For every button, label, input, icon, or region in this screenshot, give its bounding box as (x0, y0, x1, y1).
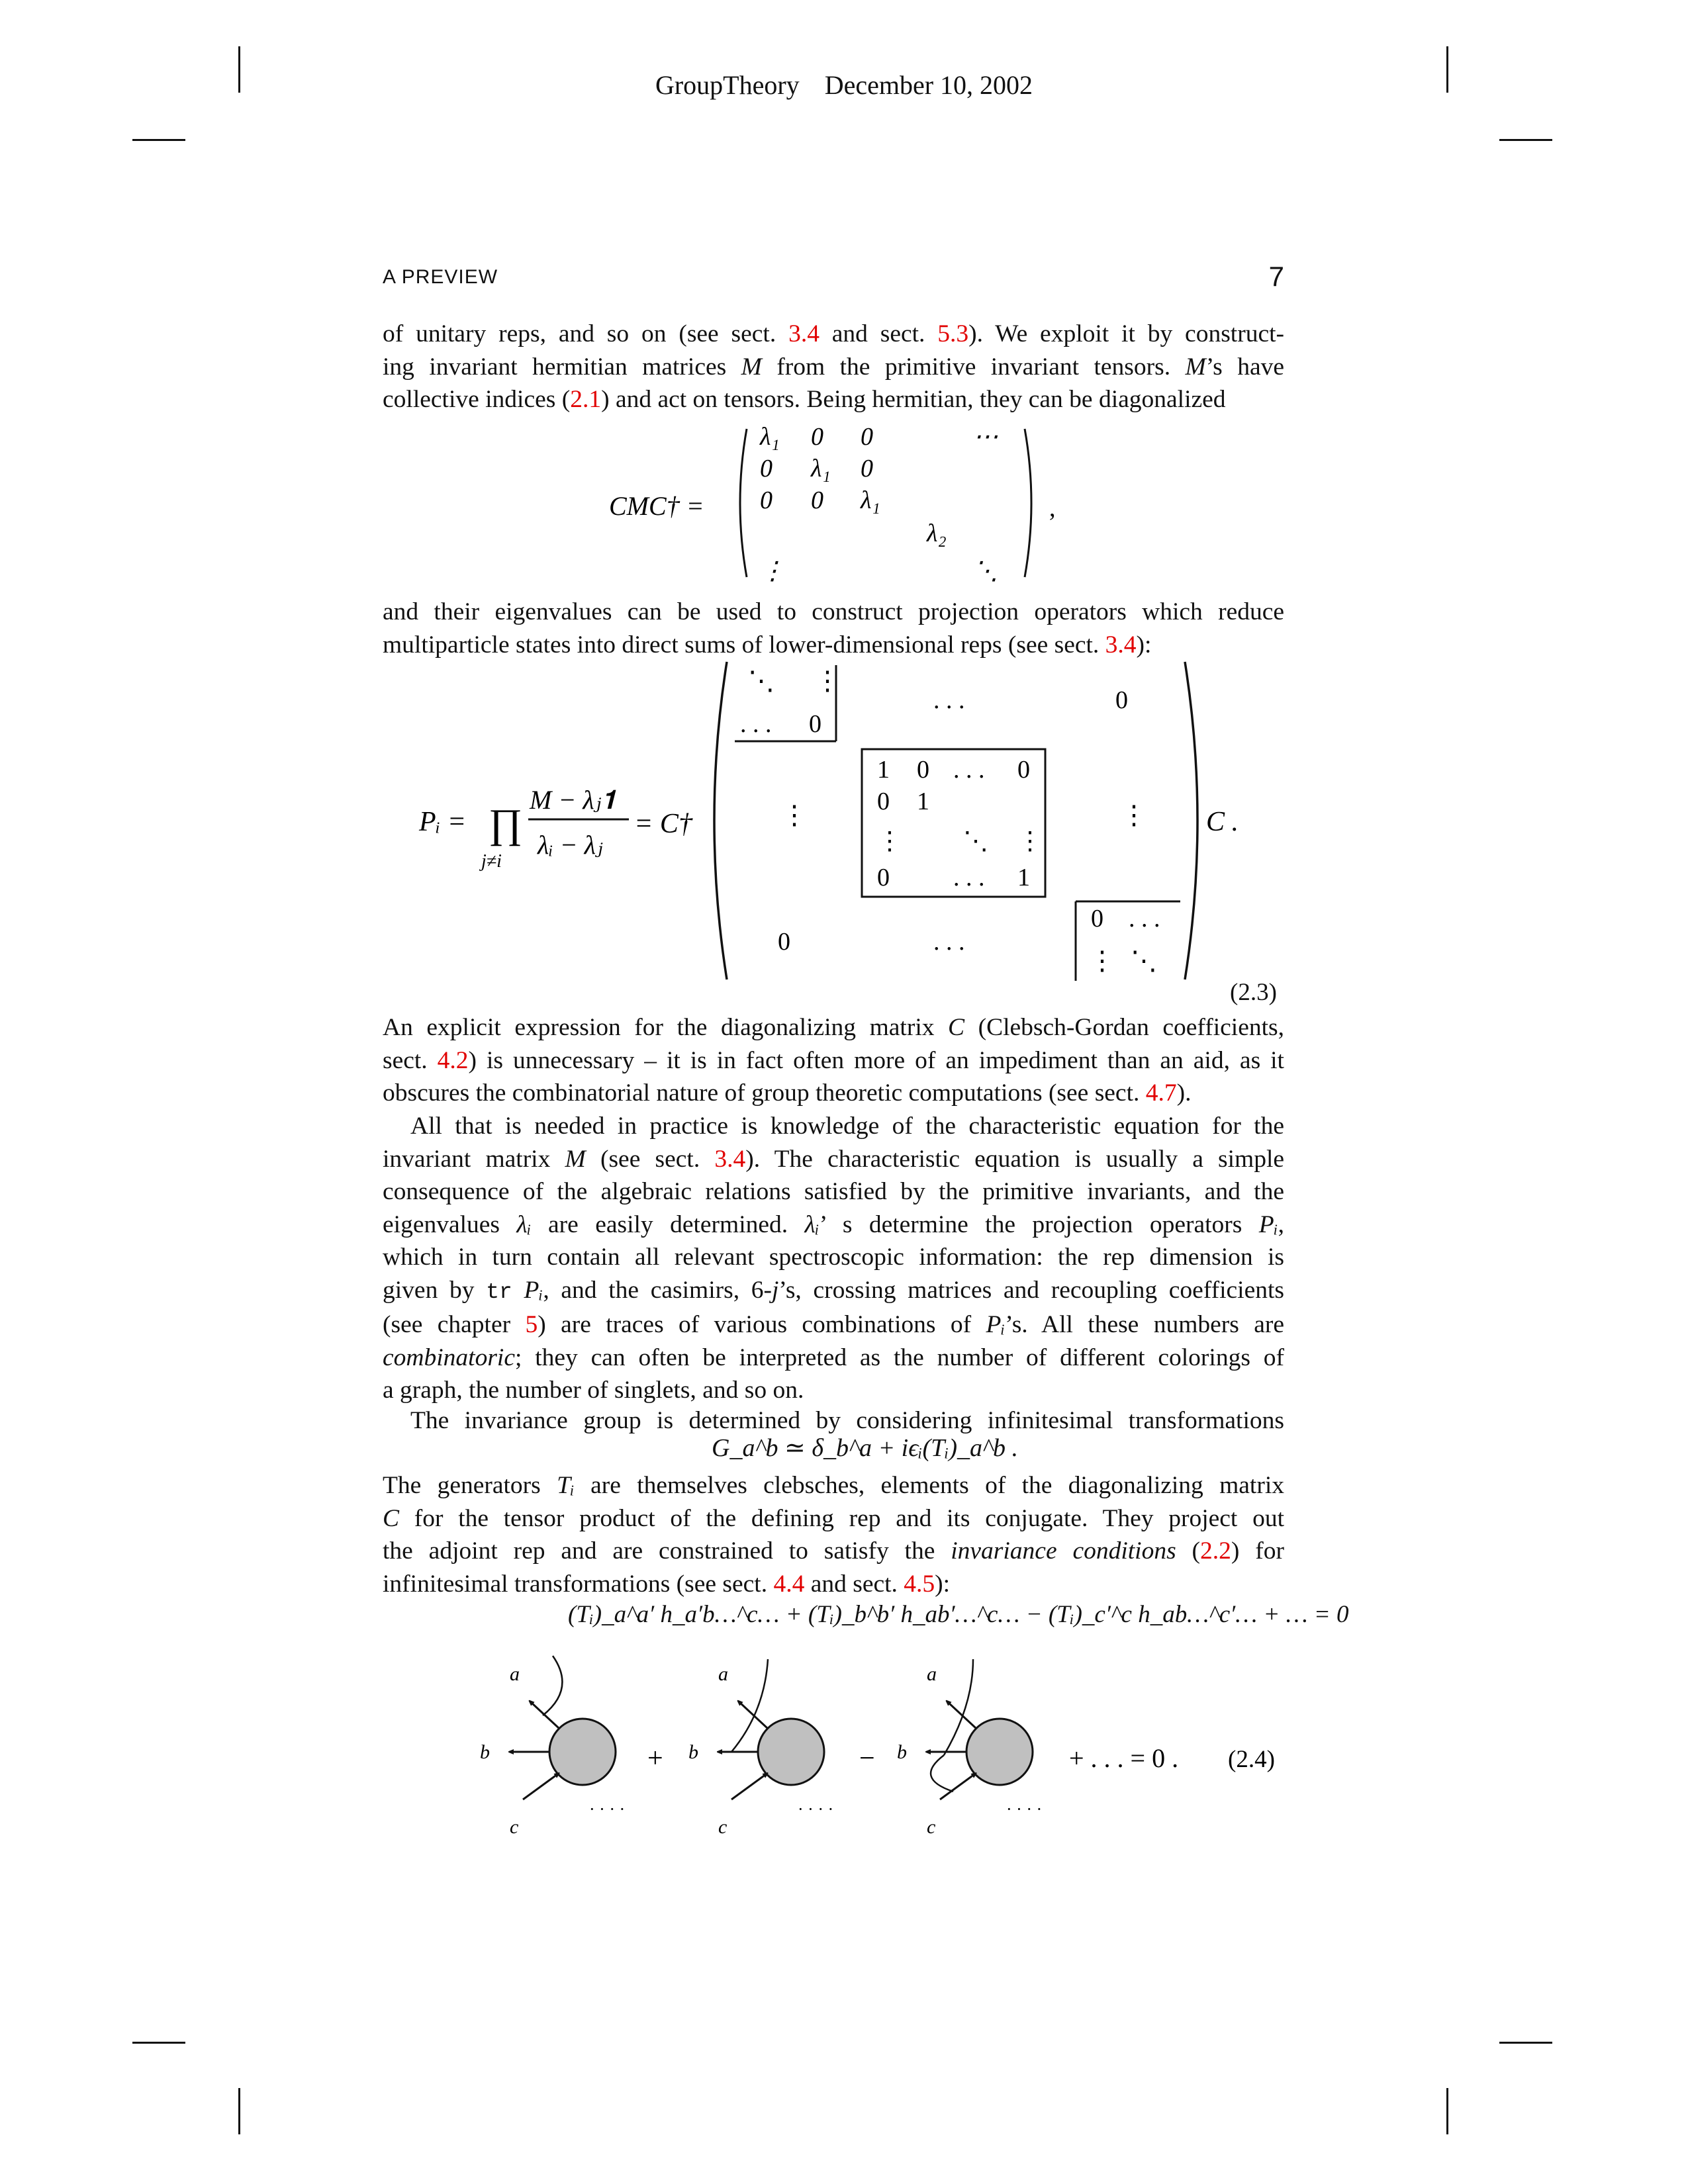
matrix-dots: ⋱ (748, 666, 774, 696)
proj-rhs: C . (1206, 807, 1239, 837)
section-link[interactable]: 4.4 (773, 1570, 805, 1598)
product-symbol: ∏ (489, 801, 523, 846)
leg-c (940, 1774, 974, 1799)
svg-text:⋱: ⋱ (963, 827, 988, 855)
svg-text:⋮: ⋮ (1017, 827, 1043, 855)
plus-operator: + (647, 1743, 663, 1774)
product-subscript: j≠i (481, 851, 502, 872)
svg-text:. . .: . . . (953, 864, 985, 891)
leg-a (948, 1702, 976, 1728)
index-label-a: a (510, 1663, 520, 1685)
fraction-denominator: λᵢ − λⱼ (538, 830, 603, 860)
section-link[interactable]: 3.4 (1105, 631, 1137, 659)
matrix-entry: 0 (809, 710, 821, 738)
svg-text:0: 0 (877, 788, 890, 815)
generator-line (931, 1659, 973, 1792)
page-number: 7 (1268, 261, 1284, 292)
leg-a (739, 1702, 767, 1728)
text-line: The generators Tᵢ are themselves clebsches, elements of the diagonalizing matrix (383, 1472, 1284, 1499)
matrix-cell: λ₁ (811, 455, 831, 482)
section-link[interactable]: 3.4 (788, 320, 820, 347)
index-label-c: c (927, 1816, 936, 1838)
matrix-dots: ⋮ (814, 666, 841, 696)
text-line: given by tr Pᵢ, and the casimirs, 6-j’s, crossing matrices and recoupling coefficients (383, 1276, 1284, 1304)
svg-text:. . .: . . . (953, 756, 985, 784)
leg-a (531, 1702, 559, 1728)
c-dagger: = C† (634, 809, 692, 839)
matrix-entry: 0 (1091, 905, 1103, 933)
header-date: December 10, 2002 (824, 70, 1033, 100)
cmc-lhs: CMC† = (609, 491, 704, 521)
vertex-blob (549, 1719, 616, 1785)
text-line: sect. 4.2) is unnecessary – it is in fact often more of an impediment than an aid, as it (383, 1046, 1284, 1074)
running-head: A PREVIEW (383, 266, 498, 288)
text-line: the adjoint rep and are constrained to satisfy the invariance conditions (2.2) for (383, 1537, 1284, 1565)
text-line: consequence of the algebraic relations satisfied by the primitive invariants, and the (383, 1178, 1284, 1205)
more-legs-dots: · · · · (798, 1799, 834, 1819)
svg-text:0: 0 (1017, 756, 1030, 784)
fraction-numerator: M − λⱼ𝟏 (530, 785, 616, 815)
text-line: The invariance group is determined by considering infinitesimal transformations (410, 1407, 1284, 1434)
matrix-cell: 0 (760, 486, 773, 514)
text-line: ing invariant hermitian matrices M from the primitive invariant tensors. M’s have (383, 353, 1284, 381)
text-line: of unitary reps, and so on (see sect. 3.4 and sect. 5.3). We exploit it by construct- (383, 320, 1285, 347)
matrix-cell: 0 (811, 423, 823, 451)
text-line: C for the tensor product of the defining rep and its conjugate. They project out (383, 1504, 1284, 1532)
svg-text:1: 1 (917, 788, 929, 815)
index-label-b: b (688, 1741, 698, 1763)
diagram-group (480, 1656, 1042, 1838)
text-line: All that is needed in practice is knowledge of the characteristic equation for the (410, 1113, 1284, 1140)
index-label-a: a (718, 1663, 728, 1685)
index-label-c: c (510, 1816, 519, 1838)
minus-operator: − (859, 1743, 875, 1774)
matrix-cell: 0 (811, 486, 823, 514)
matrix-cell: 0 (861, 423, 873, 451)
text-line: combinatoric; they can often be interpreted as the number of different colorings of (383, 1343, 1284, 1371)
leg-c (523, 1774, 557, 1799)
more-legs-dots: · · · · (589, 1799, 626, 1819)
section-link[interactable]: 3.4 (714, 1145, 746, 1173)
matrix-dots: ⋱ (1131, 946, 1157, 976)
text-line: collective indices (2.1) and act on tensors. Being hermitian, they can be diagonalized (383, 386, 1226, 413)
matrix-cell: 0 (760, 455, 773, 482)
matrix-dots: . . . (1129, 905, 1160, 933)
text-line: invariant matrix M (see sect. 3.4). The characteristic equation is usually a simple (383, 1145, 1285, 1173)
matrix-cell: λ₁ (861, 486, 880, 514)
chapter-link[interactable]: 5 (525, 1311, 538, 1338)
leg-c (731, 1774, 766, 1799)
text-line: infinitesimal transformations (see sect. 4.4 and sect. 4.5): (383, 1570, 951, 1598)
equation-invariance: (Tᵢ)_a^a′ h_a′b…^c… + (Tᵢ)_b^b′ h_ab′…^c… − (Tᵢ)_c′^c h_ab…^c′… + … = 0 (568, 1601, 1349, 1628)
text-line: obscures the combinatorial nature of group theoretic computations (see sect. 4.7). (383, 1079, 1192, 1107)
proj-lhs: Pᵢ = (419, 807, 467, 837)
index-label-c: c (718, 1816, 727, 1838)
generator-line (543, 1656, 562, 1715)
svg-text:0: 0 (917, 756, 929, 784)
section-link[interactable]: 5.3 (937, 320, 969, 347)
matrix-cell: λ₁ (760, 423, 780, 451)
vertex-blob (966, 1719, 1033, 1785)
matrix-dots: ⋮ (781, 800, 808, 830)
equation-link[interactable]: 2.1 (570, 386, 602, 413)
matrix-dots: ⋮ (1089, 946, 1115, 976)
equation-number: (2.3) (1230, 979, 1277, 1006)
svg-text:⋮: ⋮ (877, 827, 902, 855)
index-label-b: b (480, 1741, 490, 1763)
vertex-blob (758, 1719, 824, 1785)
index-label-b: b (897, 1741, 907, 1763)
text-line: a graph, the number of singlets, and so on. (383, 1377, 804, 1404)
matrix-dots: . . . (933, 928, 965, 956)
matrix-cell: ⋮ (760, 557, 785, 585)
matrix-entry: 0 (1115, 686, 1128, 714)
equation-number: (2.4) (1228, 1746, 1275, 1773)
book-title: GroupTheory (655, 70, 800, 100)
more-legs-dots: · · · · (1006, 1799, 1043, 1819)
equation-link[interactable]: 2.2 (1200, 1537, 1231, 1565)
section-link[interactable]: 4.2 (437, 1046, 469, 1074)
section-link[interactable]: 4.7 (1145, 1079, 1177, 1107)
svg-text:1: 1 (1017, 864, 1030, 891)
matrix-dots: . . . (740, 710, 772, 738)
svg-text:0: 0 (877, 864, 890, 891)
svg-text:1: 1 (877, 756, 890, 784)
matrix-cell: λ₂ (927, 520, 947, 547)
equation-generator: G_a^b ≃ δ_b^a + iϵᵢ(Tᵢ)_a^b . (712, 1434, 1019, 1462)
section-link[interactable]: 4.5 (904, 1570, 935, 1598)
diagram-tail: + . . . = 0 . (1069, 1743, 1179, 1773)
text-line: (see chapter 5) are traces of various combinations of Pᵢ’s. All these numbers are (383, 1311, 1284, 1338)
matrix-cell: 0 (861, 455, 873, 482)
matrix-cell: ⋱ (973, 557, 998, 585)
matrix-dots: . . . (933, 686, 965, 714)
matrix-dots: ⋮ (1121, 800, 1147, 830)
text-line: An explicit expression for the diagonalizing matrix C (Clebsch-Gordan coefficients, (383, 1014, 1284, 1041)
text-line: multiparticle states into direct sums of lower-dimensional reps (see sect. 3.4): (383, 631, 1152, 659)
text-line: and their eigenvalues can be used to construct projection operators which reduce (383, 598, 1284, 625)
text-line: which in turn contain all relevant spectroscopic information: the rep dimension is (383, 1244, 1284, 1271)
text-line: eigenvalues λᵢ are easily determined. λᵢ’ s determine the projection operators Pᵢ, (383, 1210, 1284, 1238)
index-label-a: a (927, 1663, 937, 1685)
matrix-cell: ⋯ (973, 423, 998, 451)
comma: , (1049, 494, 1056, 522)
matrix-entry: 0 (778, 928, 790, 956)
